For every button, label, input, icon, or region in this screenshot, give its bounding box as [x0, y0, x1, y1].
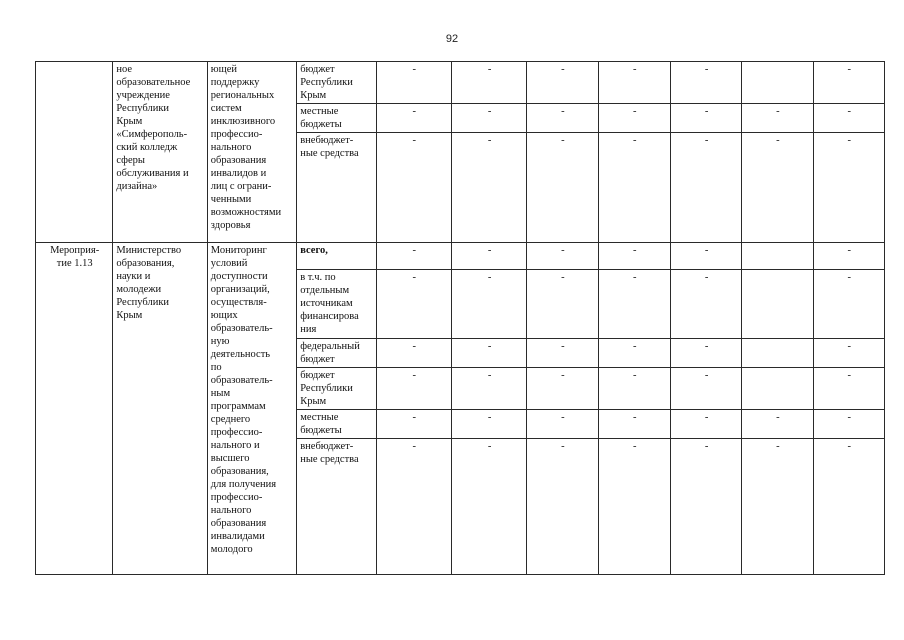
- value-cell: -: [813, 104, 884, 133]
- value-cell: -: [742, 133, 813, 243]
- value-cell: -: [451, 439, 526, 575]
- value-cell: -: [598, 243, 670, 270]
- value-cell: -: [376, 439, 451, 575]
- value-cell: [742, 368, 813, 410]
- value-cell: -: [527, 439, 598, 575]
- value-cell: -: [451, 410, 526, 439]
- value-cell: [742, 243, 813, 270]
- value-cell: -: [451, 104, 526, 133]
- value-cell: -: [527, 243, 598, 270]
- value-cell: -: [527, 62, 598, 104]
- value-cell: -: [376, 368, 451, 410]
- value-cell: -: [598, 410, 670, 439]
- value-cell: -: [670, 62, 741, 104]
- value-cell: -: [670, 243, 741, 270]
- value-cell: -: [598, 439, 670, 575]
- page-number: 92: [445, 33, 459, 45]
- value-cell: -: [742, 104, 813, 133]
- value-cell: -: [813, 133, 884, 243]
- funding-source-cell: федеральный бюджет: [297, 339, 376, 368]
- value-cell: -: [451, 62, 526, 104]
- value-cell: -: [376, 270, 451, 339]
- event-cell: Мероприя- тие 1.13: [36, 243, 113, 575]
- measure-name-cell: Мониторинг условий доступности организаций, осуществля- ющих образователь- ную деятельность по образователь- ным программам среднего профессио- нального и высшего образования, для получения профессио- нального образования инвалидами молодого: [207, 243, 296, 575]
- funding-source-cell: внебюджет- ные средства: [297, 439, 376, 575]
- value-cell: -: [742, 439, 813, 575]
- value-cell: -: [376, 410, 451, 439]
- value-cell: -: [451, 133, 526, 243]
- funding-table: [35, 61, 885, 575]
- value-cell: -: [813, 410, 884, 439]
- value-cell: -: [670, 410, 741, 439]
- executor-cell: ное образовательное учреждение Республики Крым «Симферополь- ский колледж сферы обслуживания и дизайна»: [113, 62, 207, 243]
- value-cell: -: [598, 133, 670, 243]
- value-cell: -: [527, 104, 598, 133]
- value-cell: [742, 270, 813, 339]
- value-cell: [742, 62, 813, 104]
- value-cell: -: [670, 439, 741, 575]
- table-row: [36, 243, 885, 270]
- funding-source-cell: местные бюджеты: [297, 410, 376, 439]
- value-cell: -: [451, 270, 526, 339]
- funding-source-cell: в т.ч. по отдельным источникам финансирова ния: [297, 270, 376, 339]
- value-cell: -: [527, 368, 598, 410]
- value-cell: -: [451, 339, 526, 368]
- event-cell: [36, 62, 113, 243]
- funding-source-cell: всего,: [297, 243, 376, 270]
- measure-name-cell: ющей поддержку региональных систем инклюзивного профессио- нального образования инвалидов и лиц с ограни- ченными возможностями здоровья: [207, 62, 296, 243]
- value-cell: -: [527, 270, 598, 339]
- value-cell: -: [598, 270, 670, 339]
- table-row: [36, 62, 885, 104]
- funding-source-cell: внебюджет- ные средства: [297, 133, 376, 243]
- value-cell: -: [598, 339, 670, 368]
- value-cell: -: [670, 368, 741, 410]
- value-cell: -: [451, 243, 526, 270]
- value-cell: -: [527, 410, 598, 439]
- value-cell: -: [376, 133, 451, 243]
- value-cell: -: [451, 368, 526, 410]
- funding-source-cell: местные бюджеты: [297, 104, 376, 133]
- value-cell: -: [742, 410, 813, 439]
- funding-source-cell: бюджет Республики Крым: [297, 62, 376, 104]
- funding-source-cell: бюджет Республики Крым: [297, 368, 376, 410]
- value-cell: -: [598, 62, 670, 104]
- value-cell: -: [598, 368, 670, 410]
- value-cell: [742, 339, 813, 368]
- value-cell: -: [376, 243, 451, 270]
- value-cell: -: [670, 104, 741, 133]
- value-cell: -: [376, 339, 451, 368]
- value-cell: -: [670, 270, 741, 339]
- value-cell: -: [813, 270, 884, 339]
- value-cell: -: [813, 439, 884, 575]
- value-cell: -: [598, 104, 670, 133]
- value-cell: -: [670, 133, 741, 243]
- value-cell: -: [376, 62, 451, 104]
- value-cell: -: [813, 339, 884, 368]
- value-cell: -: [527, 339, 598, 368]
- value-cell: -: [813, 368, 884, 410]
- value-cell: -: [376, 104, 451, 133]
- value-cell: -: [670, 339, 741, 368]
- value-cell: -: [813, 62, 884, 104]
- executor-cell: Министерство образования, науки и молодежи Республики Крым: [113, 243, 207, 575]
- value-cell: -: [527, 133, 598, 243]
- value-cell: -: [813, 243, 884, 270]
